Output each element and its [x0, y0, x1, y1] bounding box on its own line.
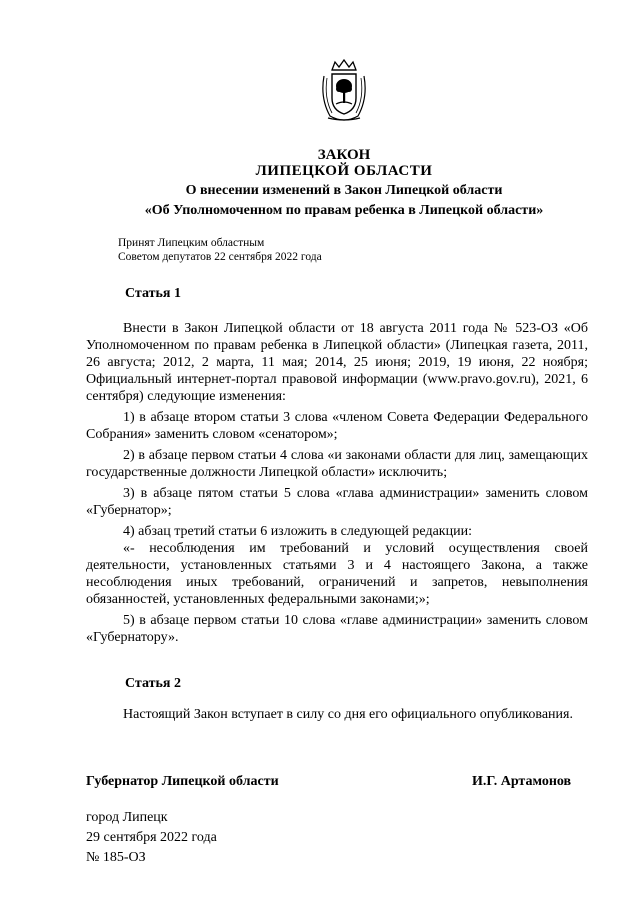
paragraph: «- несоблюдения им требований и условий осуществления своей деятельности, установленных статьями 3 и 4 настоящего Закона, а также несоблюдения иных требований, ограничений и запретов, невыполнения обязанностей, установленных федеральными законами;»; — [86, 541, 588, 607]
paragraph: 5) в абзаце первом статьи 10 слова «главе администрации» заменить словом «Губернатору». — [86, 613, 588, 645]
law-region: ЛИПЕЦКОЙ ОБЛАСТИ — [255, 163, 433, 179]
law-title: ЗАКОН — [317, 147, 371, 163]
subtitle-line: О внесении изменений в Закон Липецкой области — [185, 183, 503, 198]
article-2-body — [86, 706, 588, 727]
article-2-heading: Статья 2 — [125, 676, 181, 691]
footer-date: 29 сентября 2022 года — [86, 830, 217, 845]
document-footer — [86, 808, 217, 868]
paragraph: Настоящий Закон вступает в силу со дня его официального опубликования. — [123, 707, 573, 722]
coat-of-arms-icon — [318, 58, 370, 124]
adoption-note — [118, 236, 322, 264]
paragraph: 1) в абзаце втором статьи 3 слова «членом Совета Федерации Федерального Собрания» заменить словом «сенатором»; — [86, 410, 588, 442]
footer-city: город Липецк — [86, 810, 168, 825]
paragraph: Внести в Закон Липецкой области от 18 августа 2011 года № 523-ОЗ «Об Уполномоченном по правам ребенка в Липецкой области» (Липецкая газета, 2011, 26 августа; 2012, 2 марта, 11 мая; 2014, 25 июня; 2019, 19 июня, 22 ноября; Официальный интернет-портал правовой информации (www.pravo.gov.ru), 2021, 6 сентября) следующие изменения: — [86, 321, 588, 404]
paragraph: 3) в абзаце пятом статьи 5 слова «глава администрации» заменить словом «Губернатор»; — [86, 486, 588, 518]
adoption-line: Принят Липецким областным — [118, 237, 265, 249]
article-1-body — [86, 320, 588, 650]
signatory-position: Губернатор Липецкой области — [86, 774, 279, 789]
article-1-heading: Статья 1 — [125, 286, 181, 301]
adoption-line: Советом депутатов 22 сентября 2022 года — [118, 251, 322, 263]
footer-number: № 185-ОЗ — [86, 850, 146, 865]
signatory-name: И.Г. Артамонов — [472, 774, 572, 789]
law-subtitle — [100, 181, 588, 221]
paragraph: 4) абзац третий статьи 6 изложить в следующей редакции: — [123, 524, 472, 539]
paragraph: 2) в абзаце первом статьи 4 слова «и законами области для лиц, замещающих государственные должности Липецкой области» исключить; — [86, 448, 588, 480]
subtitle-line: «Об Уполномоченном по правам ребенка в Липецкой области» — [144, 203, 544, 218]
